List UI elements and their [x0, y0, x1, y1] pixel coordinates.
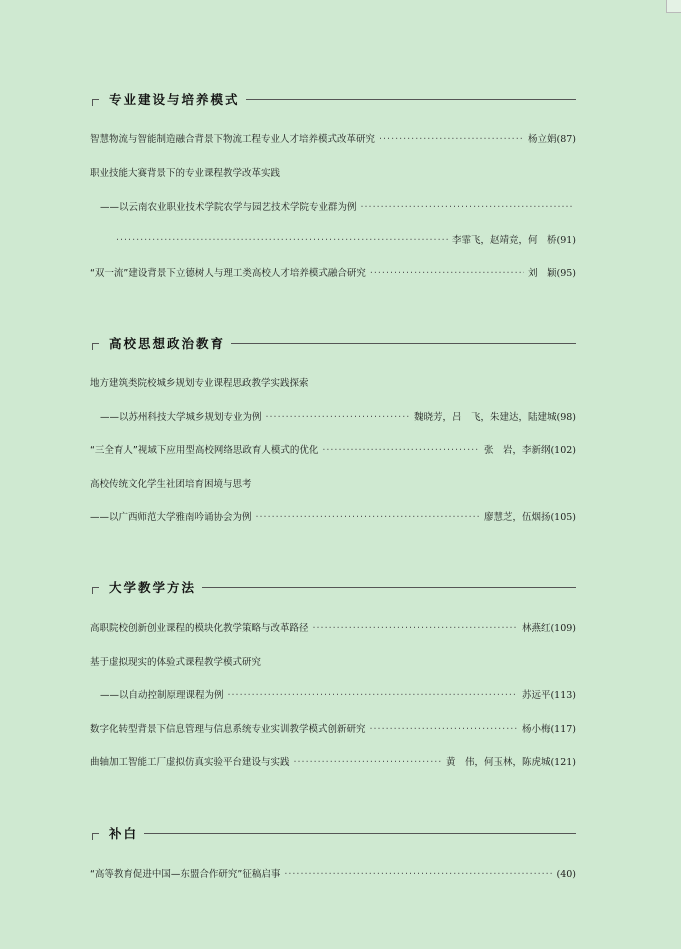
entry-title: 职业技能大赛背景下的专业课程教学改革实践: [90, 168, 281, 179]
section-title: 高校思想政治教育: [109, 336, 226, 351]
section-rule: [144, 833, 576, 834]
corner-bracket-icon: [92, 343, 99, 350]
section-header-filler: [92, 823, 576, 843]
section-header-ideological-education: [92, 333, 576, 353]
entry-author-page: 林燕红(109): [521, 623, 576, 634]
entry-title: “双一流”建设背景下立德树人与理工类高校人才培养模式融合研究: [90, 268, 366, 279]
entry-title: “高等教育促进中国—东盟合作研究”征稿启事: [90, 869, 281, 880]
section-title: 大学教学方法: [109, 580, 197, 595]
leader-dots: [313, 623, 518, 634]
entry-author-page: 黄 伟，何玉林，陈虎城(121): [445, 757, 576, 768]
leader-dots: [294, 757, 442, 768]
toc-entry[interactable]: [90, 265, 576, 281]
entry-title: ——以广西师范大学雅南吟诵协会为例: [90, 512, 252, 523]
page-curl-corner: [666, 0, 681, 13]
entry-title: 基于虚拟现实的体验式课程教学模式研究: [90, 657, 262, 668]
section-title: 补白: [109, 826, 139, 841]
entry-title: 数字化转型背景下信息管理与信息系统专业实训教学模式创新研究: [90, 724, 366, 735]
corner-bracket-icon: [92, 587, 99, 594]
leader-dots: [266, 412, 410, 423]
section-rule: [246, 99, 576, 100]
section-rule: [202, 587, 576, 588]
section-title: 专业建设与培养模式: [109, 92, 240, 107]
leader-dots: [322, 445, 480, 456]
entry-author-page: 杨小梅(117): [521, 724, 576, 735]
toc-entry[interactable]: [90, 654, 576, 670]
toc-entry[interactable]: [90, 620, 576, 636]
entry-title: ——以云南农业职业技术学院农学与园艺技术学院专业群为例: [100, 202, 357, 213]
entry-author-page: 杨立娟(87): [527, 134, 576, 145]
entry-author-page: 魏晓芳，吕 飞，朱建达，陆建城(98): [413, 412, 576, 423]
section-header-major-construction: [92, 89, 576, 109]
entry-title: 高职院校创新创业课程的模块化教学策略与改革路径: [90, 623, 309, 634]
leader-dots: [370, 268, 524, 279]
toc-entry[interactable]: [90, 375, 576, 391]
toc-entry-subtitle[interactable]: [100, 409, 576, 425]
toc-entry[interactable]: [90, 754, 576, 770]
entry-author-page: 廖慧芝，伍烟扬(105): [483, 512, 576, 523]
entry-title: ——以自动控制原理课程为例: [100, 690, 224, 701]
entry-author-page: 李霏飞，赵靖竞，何 桥(91): [451, 235, 576, 246]
leader-dots: [379, 134, 524, 145]
corner-bracket-icon: [92, 833, 99, 840]
toc-entry[interactable]: [90, 721, 576, 737]
leader-dots: [284, 869, 552, 880]
section-header-teaching-methods: [92, 577, 576, 597]
entry-title: 智慧物流与智能制造融合背景下物流工程专业人才培养模式改革研究: [90, 134, 376, 145]
entry-author-page: (40): [556, 869, 576, 880]
entry-author-page: 刘 颖(95): [527, 268, 576, 279]
entry-title: 地方建筑类院校城乡规划专业课程思政教学实践探索: [90, 378, 309, 389]
toc-entry-subtitle[interactable]: [100, 687, 576, 703]
entry-title: 高校传统文化学生社团培育困境与思考: [90, 479, 252, 490]
corner-bracket-icon: [92, 99, 99, 106]
leader-dots: [116, 235, 448, 246]
toc-entry[interactable]: [90, 442, 576, 458]
leader-dots: [361, 202, 572, 213]
section-rule: [231, 343, 576, 344]
entry-title: 曲轴加工智能工厂虚拟仿真实验平台建设与实践: [90, 757, 290, 768]
toc-entry[interactable]: [90, 165, 576, 181]
leader-dots: [256, 512, 480, 523]
entry-title: ——以苏州科技大学城乡规划专业为例: [100, 412, 262, 423]
entry-title: “三全育人”视域下应用型高校网络思政育人模式的优化: [90, 445, 319, 456]
toc-entry[interactable]: [90, 131, 576, 147]
toc-entry-subtitle[interactable]: [100, 199, 576, 215]
entry-author-page: 张 岩，李新纲(102): [483, 445, 576, 456]
toc-entry-continuation[interactable]: [112, 232, 576, 248]
leader-dots: [370, 724, 518, 735]
leader-dots: [228, 690, 518, 701]
toc-entry-subtitle[interactable]: [90, 509, 576, 525]
toc-entry[interactable]: [90, 866, 576, 882]
entry-author-page: 苏远平(113): [521, 690, 576, 701]
toc-entry[interactable]: [90, 476, 576, 492]
